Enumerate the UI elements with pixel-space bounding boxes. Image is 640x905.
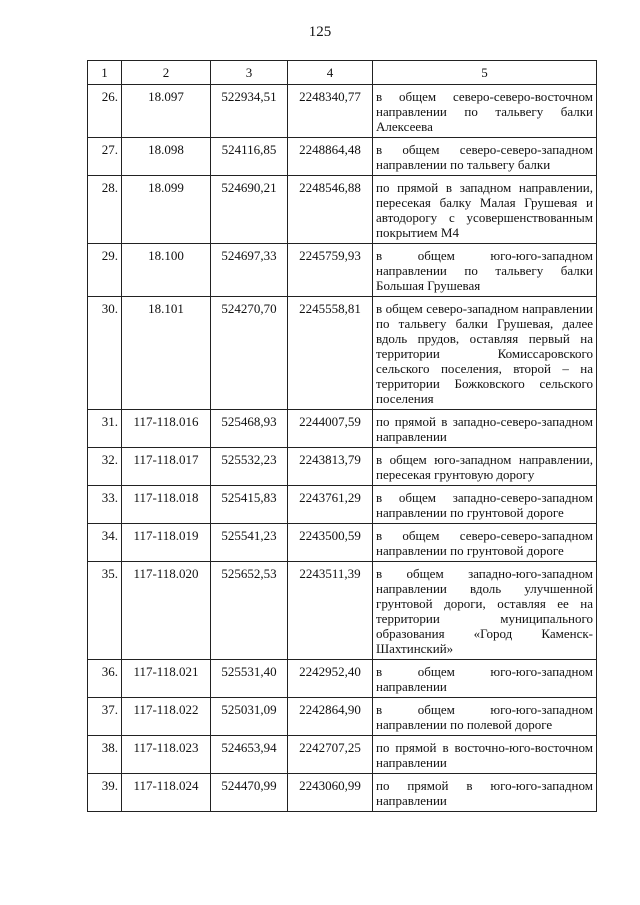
- point-number-cell: 117-118.019: [122, 524, 211, 562]
- coordinate-x-cell: 525531,40: [211, 660, 288, 698]
- description-cell: в общем юго-юго-западном направлении: [373, 660, 597, 698]
- coordinate-y-cell: 2243813,79: [288, 448, 373, 486]
- coordinate-y-cell: 2245558,81: [288, 297, 373, 410]
- table-row: [88, 524, 597, 562]
- coordinate-y-cell: 2243511,39: [288, 562, 373, 660]
- table-row: [88, 774, 597, 812]
- coordinate-y-cell: 2248546,88: [288, 176, 373, 244]
- row-number-cell: 31.: [88, 410, 122, 448]
- row-number-cell: 37.: [88, 698, 122, 736]
- coordinate-x-cell: 522934,51: [211, 85, 288, 138]
- table-row: [88, 85, 597, 138]
- coordinate-y-cell: 2243500,59: [288, 524, 373, 562]
- description-cell: в общем северо-северо-восточном направлении по тальвегу балки Алексеева: [373, 85, 597, 138]
- point-number-cell: 117-118.024: [122, 774, 211, 812]
- point-number-cell: 117-118.018: [122, 486, 211, 524]
- coordinate-x-cell: 524697,33: [211, 244, 288, 297]
- coordinate-y-cell: 2242864,90: [288, 698, 373, 736]
- point-number-cell: 117-118.021: [122, 660, 211, 698]
- coordinate-x-cell: 524270,70: [211, 297, 288, 410]
- point-number-cell: 18.097: [122, 85, 211, 138]
- coordinate-x-cell: 525415,83: [211, 486, 288, 524]
- point-number-cell: 18.101: [122, 297, 211, 410]
- point-number-cell: 18.100: [122, 244, 211, 297]
- row-number-cell: 30.: [88, 297, 122, 410]
- coordinate-x-cell: 524690,21: [211, 176, 288, 244]
- point-number-cell: 18.098: [122, 138, 211, 176]
- table-row: [88, 562, 597, 660]
- coordinate-y-cell: 2242707,25: [288, 736, 373, 774]
- coordinate-y-cell: 2244007,59: [288, 410, 373, 448]
- row-number-cell: 26.: [88, 85, 122, 138]
- table-row: [88, 176, 597, 244]
- coordinate-y-cell: 2243060,99: [288, 774, 373, 812]
- description-cell: по прямой в западно-северо-западном направлении: [373, 410, 597, 448]
- row-number-cell: 32.: [88, 448, 122, 486]
- table-body: [88, 85, 597, 812]
- row-number-cell: 29.: [88, 244, 122, 297]
- row-number-cell: 28.: [88, 176, 122, 244]
- coordinate-y-cell: 2248864,48: [288, 138, 373, 176]
- description-cell: по прямой в западном направлении, пересекая балку Малая Грушевая и автодорогу с усовершенствованным покрытием М4: [373, 176, 597, 244]
- table-row: [88, 244, 597, 297]
- coordinate-y-cell: 2248340,77: [288, 85, 373, 138]
- table-header-row: [88, 61, 597, 85]
- column-header-5: 5: [373, 61, 597, 85]
- coordinate-x-cell: 524116,85: [211, 138, 288, 176]
- description-cell: в общем северо-западном направлении по тальвегу балки Грушевая, далее вдоль прудов, оставляя первый на территории Комиссаровского сельского поселения, второй – на территории Божковского сельского поселения: [373, 297, 597, 410]
- table-row: [88, 736, 597, 774]
- description-cell: по прямой в восточно-юго-восточном направлении: [373, 736, 597, 774]
- description-cell: в общем западно-северо-западном направлении по грунтовой дороге: [373, 486, 597, 524]
- row-number-cell: 33.: [88, 486, 122, 524]
- point-number-cell: 117-118.017: [122, 448, 211, 486]
- coordinate-x-cell: 524470,99: [211, 774, 288, 812]
- description-cell: в общем северо-северо-западном направлении по тальвегу балки: [373, 138, 597, 176]
- table-row: [88, 660, 597, 698]
- table-row: [88, 297, 597, 410]
- table-row: [88, 448, 597, 486]
- table-row: [88, 410, 597, 448]
- coordinate-x-cell: 525532,23: [211, 448, 288, 486]
- column-header-3: 3: [211, 61, 288, 85]
- description-cell: в общем юго-юго-западном направлении по полевой дороге: [373, 698, 597, 736]
- table-row: [88, 138, 597, 176]
- coordinate-x-cell: 525541,23: [211, 524, 288, 562]
- table-row: [88, 698, 597, 736]
- coordinate-y-cell: 2243761,29: [288, 486, 373, 524]
- description-cell: в общем юго-юго-западном направлении по тальвегу балки Большая Грушевая: [373, 244, 597, 297]
- row-number-cell: 39.: [88, 774, 122, 812]
- table-row: [88, 486, 597, 524]
- column-header-2: 2: [122, 61, 211, 85]
- row-number-cell: 27.: [88, 138, 122, 176]
- point-number-cell: 117-118.023: [122, 736, 211, 774]
- coordinate-y-cell: 2245759,93: [288, 244, 373, 297]
- coordinate-x-cell: 525652,53: [211, 562, 288, 660]
- column-header-4: 4: [288, 61, 373, 85]
- description-cell: в общем западно-юго-западном направлении вдоль улучшенной грунтовой дороги, оставляя ее на территории муниципального образования «Город Каменск-Шахтинский»: [373, 562, 597, 660]
- point-number-cell: 117-118.016: [122, 410, 211, 448]
- coordinate-x-cell: 524653,94: [211, 736, 288, 774]
- description-cell: по прямой в юго-юго-западном направлении: [373, 774, 597, 812]
- coordinate-x-cell: 525031,09: [211, 698, 288, 736]
- coordinate-x-cell: 525468,93: [211, 410, 288, 448]
- page-number: 125: [308, 24, 332, 40]
- column-header-1: 1: [88, 61, 122, 85]
- point-number-cell: 18.099: [122, 176, 211, 244]
- point-number-cell: 117-118.022: [122, 698, 211, 736]
- row-number-cell: 34.: [88, 524, 122, 562]
- row-number-cell: 38.: [88, 736, 122, 774]
- row-number-cell: 36.: [88, 660, 122, 698]
- boundary-points-table: [87, 60, 597, 812]
- description-cell: в общем северо-северо-западном направлении по грунтовой дороге: [373, 524, 597, 562]
- point-number-cell: 117-118.020: [122, 562, 211, 660]
- description-cell: в общем юго-западном направлении, пересекая грунтовую дорогу: [373, 448, 597, 486]
- row-number-cell: 35.: [88, 562, 122, 660]
- coordinate-y-cell: 2242952,40: [288, 660, 373, 698]
